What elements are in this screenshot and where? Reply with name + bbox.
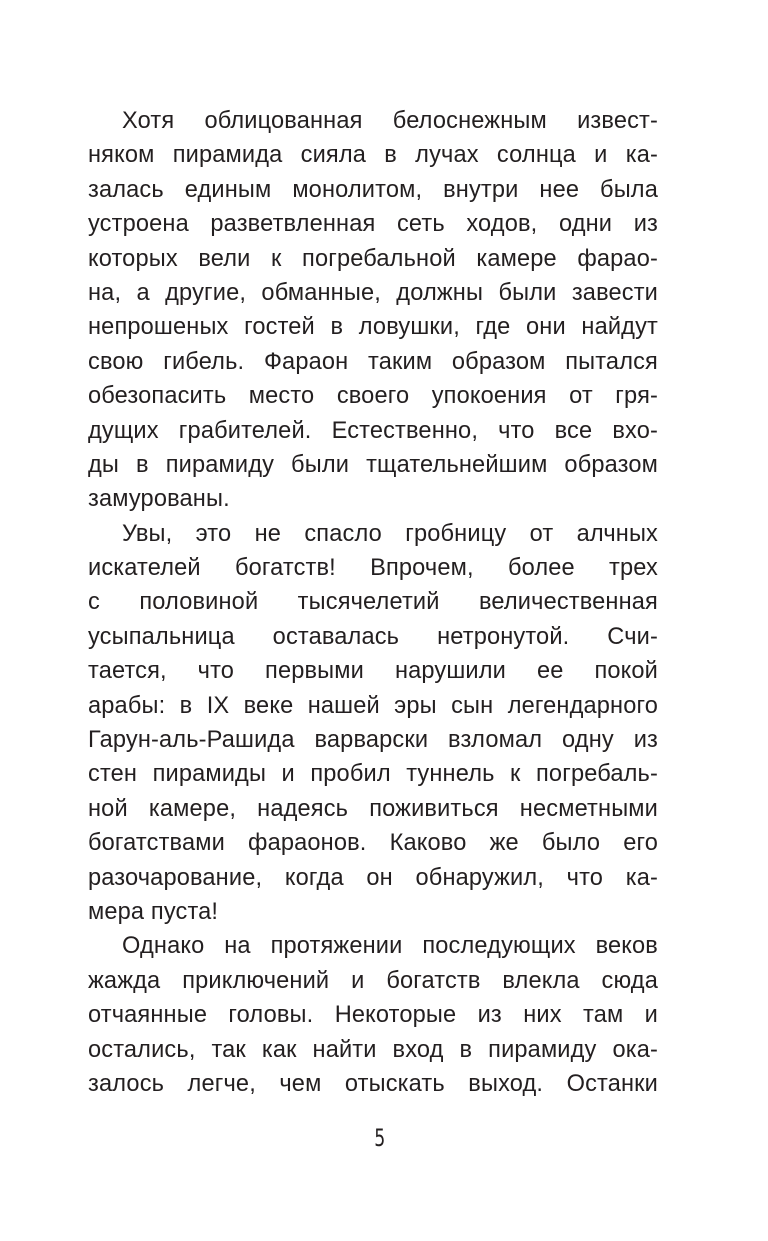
text-line: остались, так как найти вход в пирамиду ока- [88,1036,658,1063]
text-line: разочарование, когда он обнаружил, что ка- [88,864,658,891]
text-line: мера пуста! [88,898,219,925]
text-line: обезопасить место своего упокоения от гря- [88,383,658,410]
text-line: замурованы. [88,486,230,513]
text-line: которых вели к погребальной камере фарао- [88,245,658,272]
paragraph-1 [88,104,658,517]
text-line: богатствами фараонов. Каково же было его [88,830,658,857]
text-line: жажда приключений и богатств влекла сюда [88,967,658,994]
text-line: усыпальница оставалась нетронутой. Счи- [88,623,658,650]
text-line: искателей богатств! Впрочем, более трех [88,555,658,582]
text-line: отчаянные головы. Некоторые из них там и [88,1002,658,1029]
text-line: с половиной тысячелетий величественная [88,589,658,616]
text-line: Однако на протяжении последующих веков [122,933,658,960]
page-number: 5 [374,1124,386,1152]
text-line: Гарун-аль-Рашида варварски взломал одну из [88,727,658,754]
text-line: Хотя облицованная белоснежным извест- [122,108,658,134]
text-line: непрошеных гостей в ловушки, где они найдут [88,314,658,341]
text-line: дущих грабителей. Естественно, что все вхо- [88,417,658,444]
text-line: ды в пирамиду были тщательнейшим образом [88,451,658,478]
text-line: свою гибель. Фараон таким образом пытался [88,348,658,375]
paragraph-3 [88,929,658,1101]
text-line: тается, что первыми нарушили ее покой [88,658,658,685]
text-line: Увы, это не спасло гробницу от алчных [122,520,658,547]
text-line: стен пирамиды и пробил туннель к погребаль- [88,761,658,788]
paragraph-2 [88,517,658,930]
text-line: арабы: в IX веке нашей эры сын легендарного [88,692,658,719]
text-line: залось легче, чем отыскать выход. Останки [88,1070,658,1097]
text-line: на, а другие, обманные, должны были завести [88,279,658,306]
page-body [88,104,658,1101]
text-line: ной камере, надеясь поживиться несметными [88,795,658,822]
text-line: устроена разветвленная сеть ходов, одни из [88,211,658,238]
text-line: няком пирамида сияла в лучах солнца и ка- [88,142,658,169]
text-line: залась единым монолитом, внутри нее была [88,176,658,203]
